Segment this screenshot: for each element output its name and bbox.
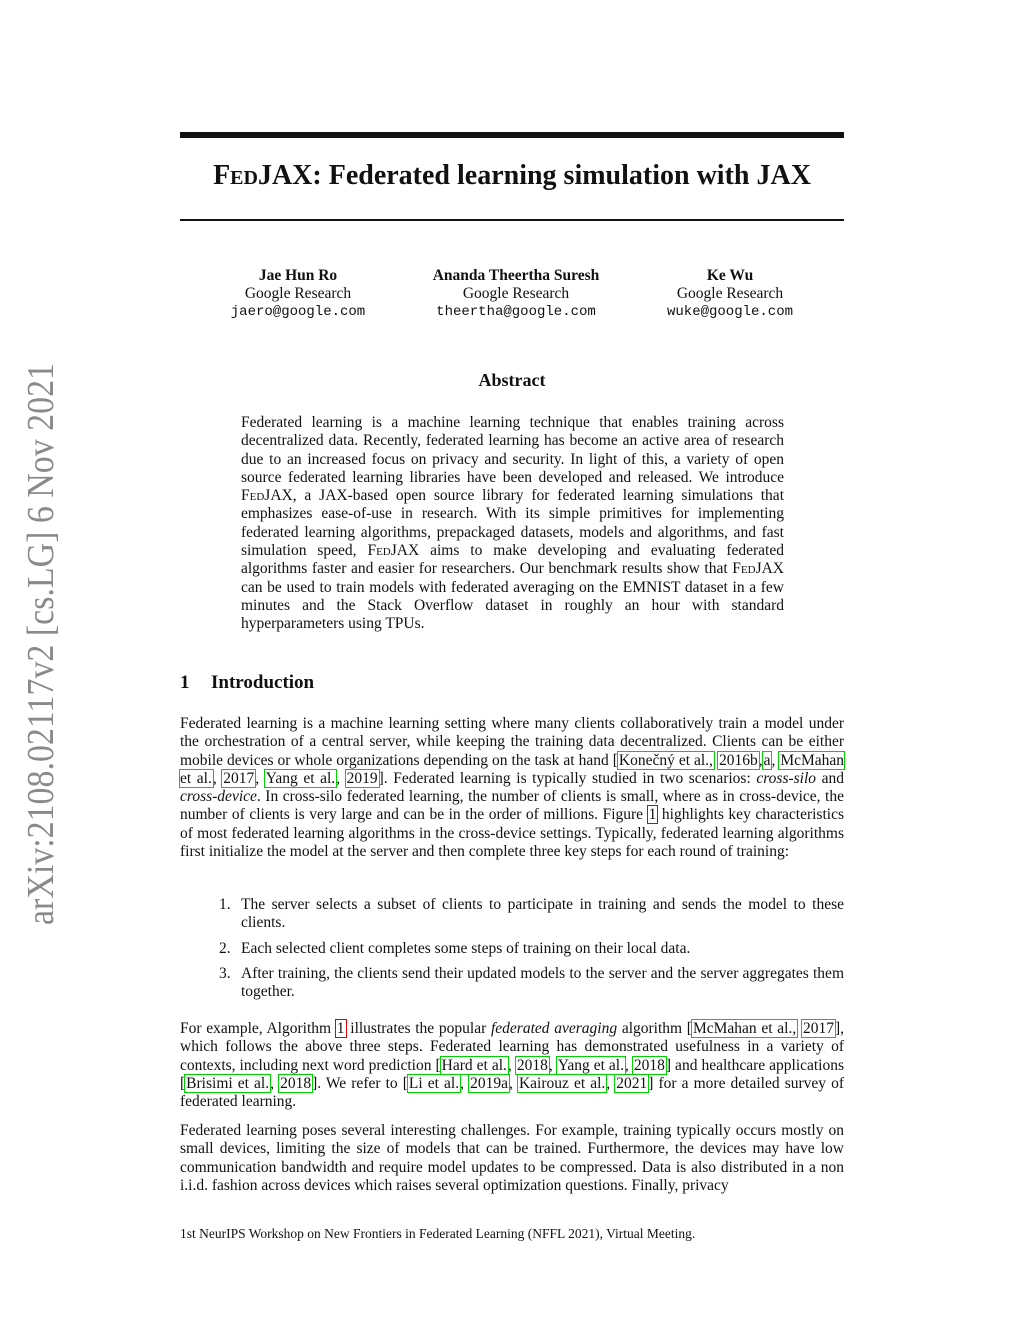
citation-link[interactable]: Yang et al. — [557, 1056, 624, 1074]
intro-paragraph-3: Federated learning poses several interesting challenges. For example, training typically occurs mostly on small devices, limiting the size of models that can be trained. Furthermore, the devices may have low communication bandwidth and require model updates to be compressed. Data is also distributed in a non i.i.d. fashion across devices which raises several optimization questions. Finally, privacy — [180, 1122, 844, 1194]
citation-link[interactable]: McMahan et al., — [692, 1020, 797, 1037]
author-name: Ananda Theertha Suresh — [432, 267, 600, 284]
list-number: 3. — [219, 964, 231, 982]
author-name: Ke Wu — [706, 267, 754, 284]
title-fedjax: FedJAX — [213, 160, 313, 191]
body-text: , — [625, 1056, 633, 1074]
emphasis-text: federated averaging — [490, 1020, 618, 1037]
citation-link[interactable]: Hard et al. — [441, 1056, 507, 1074]
author-name: Jae Hun Ro — [258, 267, 338, 284]
author-affiliation: Google Research — [462, 285, 570, 302]
body-text: , — [460, 1074, 470, 1092]
body-text: , — [758, 751, 763, 769]
title-top-rule — [180, 132, 844, 138]
body-text: ], which follows the above three steps. Federated learning has demonstrated usefulness in a variety of contexts, including next word prediction [ — [180, 1020, 844, 1074]
title-bottom-rule — [180, 219, 844, 221]
body-text: ] for a more detailed survey of federated learning. — [180, 1074, 845, 1111]
abstract-text: Federated learning is a machine learning technique that enables training across decentralized data. Recently, federated learning has become an active area of research due to an increased focus on privacy and security. In light of this, a variety of open source federated learning libraries have been developed and released. We introduce — [241, 414, 784, 486]
author-block-3 — [630, 267, 830, 321]
author-block-2 — [396, 267, 636, 321]
abstract-text: aims to make developing and evaluating federated algorithms faster and easier for researchers. Our benchmark results show that — [241, 542, 784, 578]
list-item — [219, 896, 844, 933]
citation-link[interactable]: Brisimi et al. — [186, 1074, 270, 1092]
citation-link[interactable]: 2019 — [346, 769, 378, 787]
abstract-text: , a JAX-based open source library for federated learning simulations that emphasizes ease-of-use in research. With its simple primitives for implementing federated learning algorithms, prepackaged datasets, models and algorithms, and fast simulation speed, — [241, 487, 784, 560]
author-email[interactable]: jaero@google.com — [230, 304, 366, 320]
author-affiliation: Google Research — [676, 285, 784, 302]
citation-link[interactable]: 2018 — [633, 1056, 665, 1074]
body-text: ]. We refer to [ — [312, 1074, 408, 1092]
body-text: , — [212, 769, 223, 787]
venue-footnote: 1st NeurIPS Workshop on New Frontiers in Federated Learning (NFFL 2021), Virtual Meeting. — [180, 1226, 696, 1241]
body-text: , — [336, 769, 346, 787]
author-email[interactable]: theertha@google.com — [436, 304, 596, 320]
citation-link[interactable]: 2016b — [718, 751, 758, 769]
figure-reference-link[interactable]: 1 — [648, 806, 657, 824]
body-text: , — [771, 751, 780, 769]
citation-link[interactable]: 2018 — [516, 1056, 548, 1074]
abstract-text: can be used to train models with federated averaging on the EMNIST dataset in a few minutes and the Stack Overflow dataset in roughly an hour with standard hyperparameters using TPUs. — [241, 578, 784, 633]
citation-link[interactable]: Kairouz et al. — [518, 1074, 606, 1092]
body-text: ] and healthcare applications [ — [180, 1056, 845, 1092]
citation-link[interactable]: McMahan et al. — [180, 751, 845, 787]
citation-link[interactable]: 2017 — [802, 1020, 834, 1037]
intro-paragraph-1 — [180, 715, 844, 861]
list-text: After training, the clients send their updated models to the server and the server aggregates them together. — [241, 964, 844, 1001]
body-text: , — [255, 769, 265, 787]
body-text: ]. Federated learning is typically studied in two scenarios: — [378, 769, 757, 787]
fedjax-name: FedJAX — [241, 487, 293, 505]
abstract-heading: Abstract — [478, 370, 546, 390]
citation-link[interactable]: Yang et al. — [265, 769, 336, 787]
arxiv-stamp — [5, 360, 65, 930]
emphasis-text: cross-device — [180, 788, 257, 806]
citation-link[interactable]: 2017 — [223, 769, 255, 787]
body-text: illustrates the popular — [345, 1020, 491, 1037]
training-steps-list — [219, 896, 844, 1008]
fedjax-name: FedJAX — [732, 560, 784, 578]
abstract-body — [241, 414, 784, 634]
citation-link[interactable]: 2019a — [470, 1074, 508, 1092]
fedjax-name: FedJAX — [367, 542, 420, 560]
list-item — [219, 965, 844, 1002]
citation-link[interactable]: Li et al. — [408, 1074, 460, 1092]
list-text: Each selected client completes some steps of training on their local data. — [241, 939, 691, 957]
body-text: algorithm [ — [617, 1020, 692, 1037]
author-affiliation: Google Research — [244, 285, 352, 302]
body-text: , — [507, 1056, 516, 1074]
author-block-1 — [198, 267, 398, 321]
paper-title — [180, 160, 844, 192]
algorithm-reference-link[interactable]: 1 — [336, 1020, 345, 1037]
list-number: 2. — [219, 939, 231, 957]
intro-paragraph-2 — [180, 1020, 844, 1111]
body-text: , — [270, 1074, 280, 1092]
citation-link[interactable]: 2021 — [616, 1074, 648, 1092]
arxiv-stamp-text: arXiv:2108.02117v2 [cs.LG] 6 Nov 2021 — [20, 360, 62, 925]
body-text: and — [816, 769, 844, 787]
citation-link[interactable]: a — [763, 751, 771, 769]
section-heading-introduction — [180, 672, 314, 694]
body-text: For example, Algorithm — [180, 1020, 336, 1037]
citation-link[interactable]: Konečný et al., — [618, 751, 713, 769]
section-number: 1 — [180, 672, 190, 693]
section-title: Introduction — [211, 672, 315, 693]
list-item — [219, 940, 844, 958]
emphasis-text: cross-silo — [756, 769, 817, 787]
list-number: 1. — [219, 896, 231, 913]
body-text: , — [508, 1074, 518, 1092]
body-text: highlights key characteristics of most federated learning algorithms in the cross-device settings. Typically, federated learning algorithms first initialize the model at the server and then complete three key steps for each round of training: — [180, 806, 844, 861]
body-text: . In cross-silo federated learning, the number of clients is small, where as in cross-device, the number of clients is very large and can be in the order of millions. Figure — [180, 788, 844, 824]
citation-link[interactable]: 2018 — [280, 1074, 312, 1092]
list-text: The server selects a subset of clients to participate in training and sends the model to these clients. — [241, 896, 844, 932]
title-rest: : Federated learning simulation with JAX — [312, 160, 811, 191]
body-text: Federated learning is a machine learning setting where many clients collaboratively train a model under the orchestration of a central server, while keeping the training data decentralized. Clients can be either mobile devices or whole organizations depending on the task at hand [ — [180, 715, 844, 769]
author-email[interactable]: wuke@google.com — [666, 304, 794, 320]
body-text: , — [548, 1056, 557, 1074]
body-text: , — [606, 1074, 616, 1092]
